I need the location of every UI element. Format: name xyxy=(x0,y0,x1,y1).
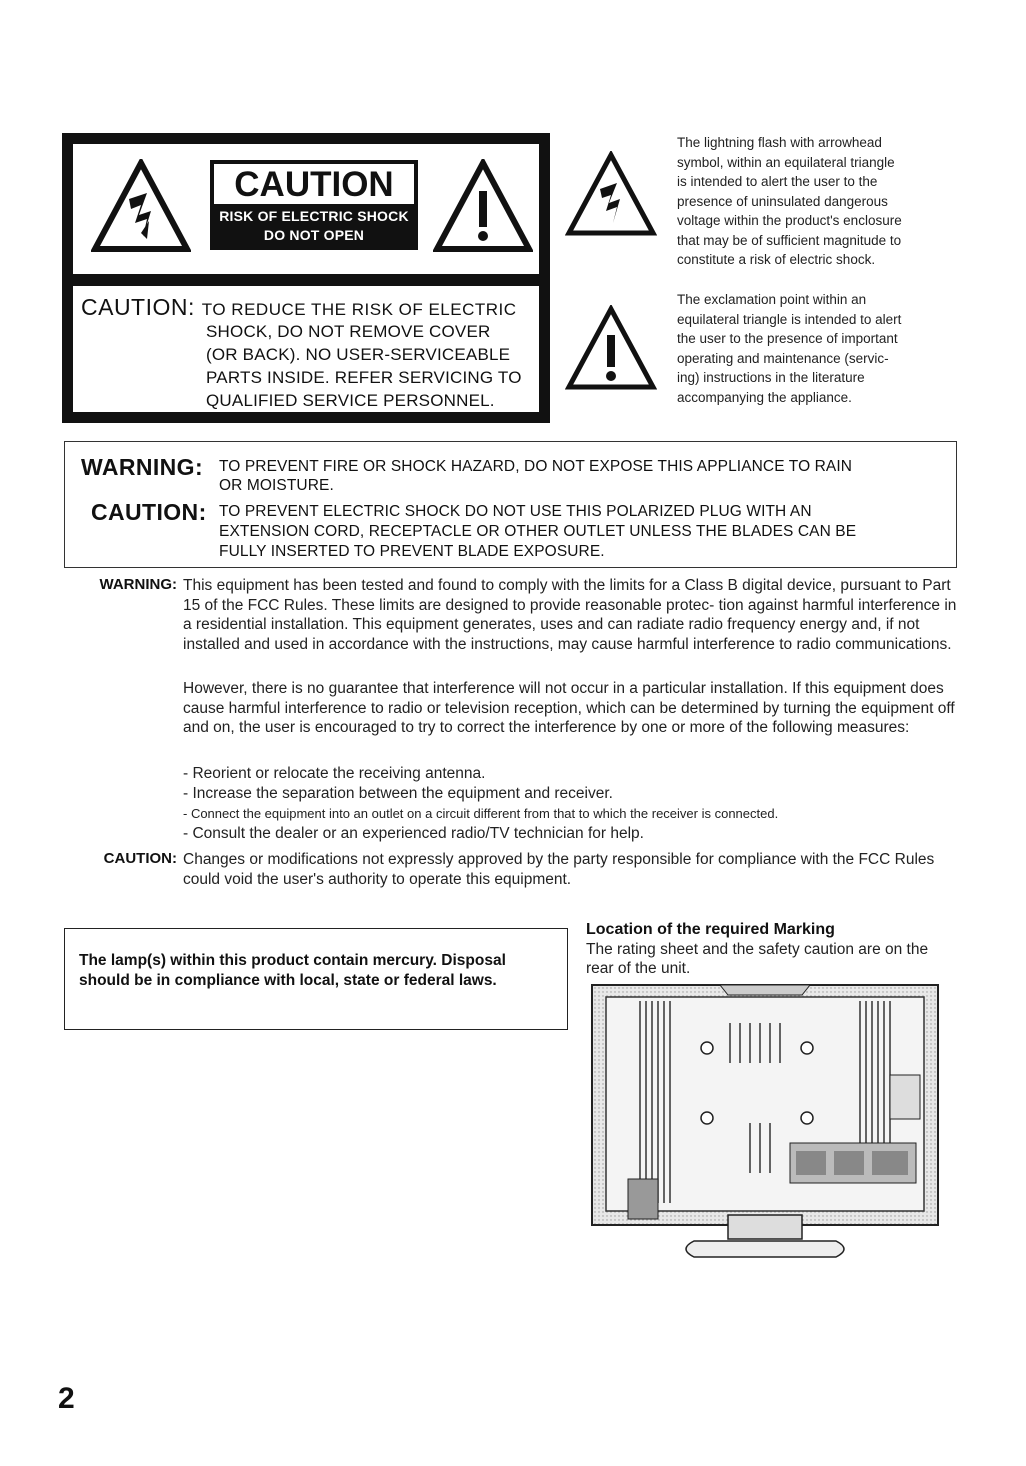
fcc-measure-item: - Connect the equipment into an outlet on a circuit different from that to which the receiver is connected. xyxy=(183,806,779,821)
warning-box xyxy=(64,441,957,568)
caution-line: EXTENSION CORD, RECEPTACLE OR OTHER OUTLET UNLESS THE BLADES CAN BE xyxy=(219,523,857,540)
exclamation-symbol-description xyxy=(677,290,967,407)
fcc-caution-label: CAUTION: xyxy=(103,850,177,867)
warning-line: TO PREVENT FIRE OR SHOCK HAZARD, DO NOT EXPOSE THIS APPLIANCE TO RAIN xyxy=(219,458,853,475)
text-line: presence of uninsulated dangerous xyxy=(677,193,888,209)
risk-of-shock-text: RISK OF ELECTRIC SHOCK xyxy=(219,208,409,224)
text-line: is intended to alert the user to the xyxy=(677,174,878,189)
fcc-measure-item: - Consult the dealer or an experienced radio/TV technician for help. xyxy=(183,825,644,842)
caution-line: (OR BACK). NO USER-SERVICEABLE xyxy=(206,345,511,364)
caution-label: CAUTION: xyxy=(91,499,207,525)
marking-heading: Location of the required Marking xyxy=(586,921,835,938)
text-line: The exclamation point within an xyxy=(677,292,867,307)
text-line: accompanying the appliance. xyxy=(677,389,852,405)
text-line: The lightning flash with arrowhead xyxy=(677,135,882,150)
text-line: operating and maintenance (servic- xyxy=(677,350,889,366)
caution-title xyxy=(81,294,517,321)
mercury-notice-box xyxy=(64,928,568,1030)
text-line: equilateral triangle is intended to alert xyxy=(677,311,902,327)
do-not-open-text: DO NOT OPEN xyxy=(263,227,365,243)
exclamation-triangle-icon xyxy=(565,305,657,391)
tv-rear-illustration xyxy=(590,983,940,1267)
fcc-caution-text: Changes or modifications not expressly approved by the party responsible for compliance with the FCC Rules could void the user's authority to operate this equipment. xyxy=(183,851,935,888)
marking-text: The rating sheet and the safety caution are on the rear of the unit. xyxy=(586,941,929,977)
caution-line: FULLY INSERTED TO PREVENT BLADE EXPOSURE. xyxy=(219,543,605,560)
fcc-paragraph: However, there is no guarantee that interference will not occur in a particular installation. If this equipment does cause harmful interference to radio or television reception, which can be determined by turning the equipment off and on, the user is encouraged to try to correct the interference by one or more of the following measures: xyxy=(183,680,955,737)
text-line: that may be of sufficient magnitude to xyxy=(677,232,902,248)
text-line: ing) instructions in the literature xyxy=(677,370,865,385)
page-number: 2 xyxy=(58,1382,75,1415)
caution-line: SHOCK, DO NOT REMOVE COVER xyxy=(206,322,491,341)
caution-line: QUALIFIED SERVICE PERSONNEL. xyxy=(206,391,495,410)
caution-box xyxy=(210,160,418,250)
text-line: voltage within the product's enclosure xyxy=(677,213,902,228)
caution-line: TO PREVENT ELECTRIC SHOCK DO NOT USE THIS POLARIZED PLUG WITH AN xyxy=(219,503,812,520)
caution-word: CAUTION xyxy=(214,164,414,204)
mercury-notice-text: The lamp(s) within this product contain mercury. Disposal should be in compliance with local, state or federal laws. xyxy=(79,952,506,989)
warning-line: OR MOISTURE. xyxy=(219,477,334,494)
caution-first-line: TO REDUCE THE RISK OF ELECTRIC xyxy=(201,300,517,319)
fcc-paragraph: This equipment has been tested and found to comply with the limits for a Class B digital device, pursuant to Part 15 of the FCC Rules. These limits are designed to provide reasonable protec- tion against harmful interference in a residential installation. This equipment generates, uses and can radiate radio frequency energy and, if not installed and used in accordance with the instructions, may cause harmful interference to radio communications. xyxy=(183,577,957,654)
warning-label: WARNING: xyxy=(81,454,204,480)
lightning-triangle-icon xyxy=(91,159,191,253)
fcc-warning-label: WARNING: xyxy=(99,576,177,593)
lightning-symbol-description xyxy=(677,133,967,270)
text-line: constitute a risk of electric shock. xyxy=(677,252,876,267)
fcc-measure-item: - Reorient or relocate the receiving antenna. xyxy=(183,765,486,782)
caution-lines xyxy=(206,320,522,412)
text-line: the user to the presence of important xyxy=(677,331,898,346)
caution-prefix: CAUTION: xyxy=(81,294,195,320)
fcc-measure-item: - Increase the separation between the equipment and receiver. xyxy=(183,785,613,802)
exclamation-triangle-icon xyxy=(433,159,533,253)
label-divider xyxy=(73,274,539,286)
caution-label xyxy=(62,133,550,423)
caution-line: PARTS INSIDE. REFER SERVICING TO xyxy=(206,368,522,387)
text-line: symbol, within an equilateral triangle xyxy=(677,154,895,170)
lightning-triangle-icon xyxy=(565,151,657,237)
